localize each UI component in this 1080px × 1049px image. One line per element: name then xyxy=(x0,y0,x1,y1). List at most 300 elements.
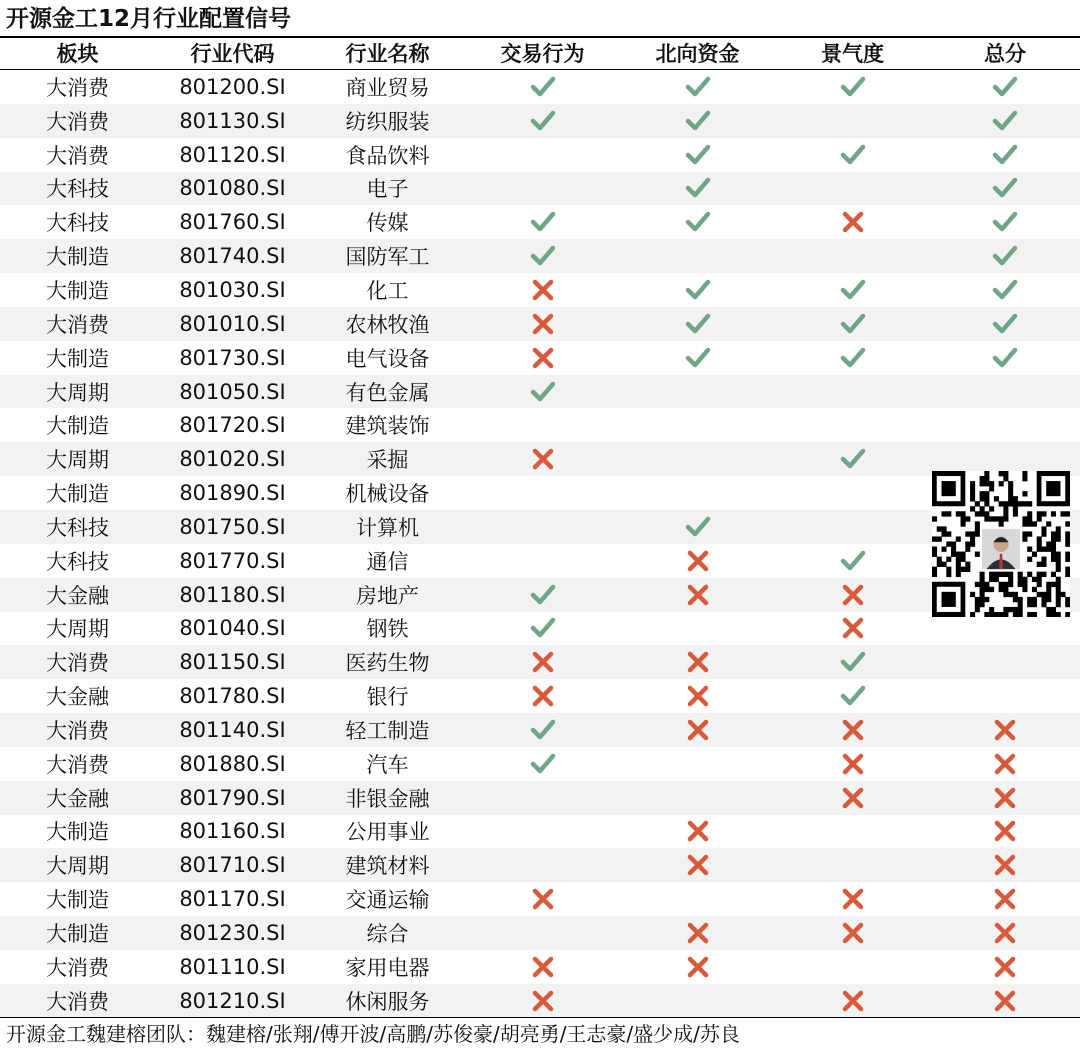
table-row xyxy=(0,848,1080,882)
industry-cell: 建筑材料 xyxy=(310,848,465,882)
check-icon xyxy=(992,243,1018,269)
total-signal-cell xyxy=(930,104,1080,138)
cross-icon xyxy=(685,852,711,878)
cross-icon xyxy=(992,886,1018,912)
north-signal-cell xyxy=(620,544,775,578)
trade-signal-cell xyxy=(465,104,620,138)
north-signal-cell xyxy=(620,408,775,442)
trade-signal-cell xyxy=(465,375,620,409)
code-cell: 801740.SI xyxy=(155,239,310,273)
industry-cell: 银行 xyxy=(310,679,465,713)
north-signal-cell xyxy=(620,341,775,375)
table-row xyxy=(0,578,1080,612)
check-icon xyxy=(530,209,556,235)
check-icon xyxy=(530,751,556,777)
check-icon xyxy=(685,175,711,201)
boom-signal-cell xyxy=(775,578,930,612)
check-icon xyxy=(530,108,556,134)
north-signal-cell xyxy=(620,713,775,747)
cross-icon xyxy=(992,717,1018,743)
industry-cell: 国防军工 xyxy=(310,239,465,273)
code-cell: 801110.SI xyxy=(155,950,310,984)
total-signal-cell xyxy=(930,916,1080,950)
signal-table xyxy=(0,37,1080,1018)
industry-cell: 传媒 xyxy=(310,205,465,239)
cross-icon xyxy=(992,751,1018,777)
north-signal-cell xyxy=(620,138,775,172)
trade-signal-cell xyxy=(465,408,620,442)
cross-icon xyxy=(685,683,711,709)
cross-icon xyxy=(530,683,556,709)
trade-signal-cell xyxy=(465,781,620,815)
code-cell: 801050.SI xyxy=(155,375,310,409)
table-title: 开源金工12月行业配置信号 xyxy=(6,6,292,32)
trade-signal-cell xyxy=(465,138,620,172)
check-icon xyxy=(685,311,711,337)
boom-signal-cell xyxy=(775,544,930,578)
trade-signal-cell xyxy=(465,950,620,984)
total-signal-cell xyxy=(930,172,1080,206)
industry-cell: 交通运输 xyxy=(310,882,465,916)
north-signal-cell xyxy=(620,578,775,612)
industry-cell: 电子 xyxy=(310,172,465,206)
industry-cell: 通信 xyxy=(310,544,465,578)
cross-icon xyxy=(840,615,866,641)
check-icon xyxy=(530,615,556,641)
boom-signal-cell xyxy=(775,781,930,815)
industry-cell: 商业贸易 xyxy=(310,70,465,104)
boom-signal-cell xyxy=(775,815,930,849)
cross-icon xyxy=(530,886,556,912)
table-row xyxy=(0,442,1080,476)
industry-cell: 有色金属 xyxy=(310,375,465,409)
sector-cell: 大制造 xyxy=(0,916,155,950)
boom-signal-cell xyxy=(775,408,930,442)
boom-signal-cell xyxy=(775,476,930,510)
table-row xyxy=(0,612,1080,646)
sector-cell: 大周期 xyxy=(0,442,155,476)
code-cell: 801210.SI xyxy=(155,984,310,1018)
check-icon xyxy=(840,345,866,371)
table-row xyxy=(0,510,1080,544)
boom-signal-cell xyxy=(775,138,930,172)
north-signal-cell xyxy=(620,273,775,307)
trade-signal-cell xyxy=(465,70,620,104)
boom-signal-cell xyxy=(775,375,930,409)
table-row xyxy=(0,679,1080,713)
boom-signal-cell xyxy=(775,882,930,916)
trade-signal-cell xyxy=(465,172,620,206)
cross-icon xyxy=(530,277,556,303)
sector-cell: 大消费 xyxy=(0,307,155,341)
code-cell: 801140.SI xyxy=(155,713,310,747)
north-signal-cell xyxy=(620,645,775,679)
check-icon xyxy=(992,142,1018,168)
check-icon xyxy=(530,379,556,405)
total-signal-cell xyxy=(930,307,1080,341)
table-row xyxy=(0,713,1080,747)
trade-signal-cell xyxy=(465,645,620,679)
industry-cell: 钢铁 xyxy=(310,612,465,646)
trade-signal-cell xyxy=(465,747,620,781)
col-header-code: 行业代码 xyxy=(155,37,310,70)
sector-cell: 大消费 xyxy=(0,70,155,104)
north-signal-cell xyxy=(620,510,775,544)
total-signal-cell xyxy=(930,984,1080,1018)
industry-cell: 家用电器 xyxy=(310,950,465,984)
industry-cell: 医药生物 xyxy=(310,645,465,679)
total-signal-cell xyxy=(930,645,1080,679)
table-row xyxy=(0,138,1080,172)
trade-signal-cell xyxy=(465,578,620,612)
industry-cell: 计算机 xyxy=(310,510,465,544)
industry-cell: 采掘 xyxy=(310,442,465,476)
boom-signal-cell xyxy=(775,239,930,273)
industry-cell: 纺织服装 xyxy=(310,104,465,138)
boom-signal-cell xyxy=(775,747,930,781)
north-signal-cell xyxy=(620,375,775,409)
trade-signal-cell xyxy=(465,510,620,544)
total-signal-cell xyxy=(930,781,1080,815)
table-row xyxy=(0,239,1080,273)
sector-cell: 大周期 xyxy=(0,375,155,409)
boom-signal-cell xyxy=(775,984,930,1018)
cross-icon xyxy=(840,988,866,1014)
cross-icon xyxy=(840,717,866,743)
code-cell: 801770.SI xyxy=(155,544,310,578)
code-cell: 801170.SI xyxy=(155,882,310,916)
qr-code-image xyxy=(932,471,1070,617)
north-signal-cell xyxy=(620,882,775,916)
total-signal-cell xyxy=(930,205,1080,239)
sector-cell: 大科技 xyxy=(0,172,155,206)
industry-cell: 综合 xyxy=(310,916,465,950)
north-signal-cell xyxy=(620,916,775,950)
sector-cell: 大消费 xyxy=(0,138,155,172)
industry-cell: 房地产 xyxy=(310,578,465,612)
cross-icon xyxy=(685,954,711,980)
north-signal-cell xyxy=(620,172,775,206)
trade-signal-cell xyxy=(465,476,620,510)
total-signal-cell xyxy=(930,747,1080,781)
cross-icon xyxy=(992,818,1018,844)
north-signal-cell xyxy=(620,679,775,713)
trade-signal-cell xyxy=(465,273,620,307)
trade-signal-cell xyxy=(465,848,620,882)
north-signal-cell xyxy=(620,781,775,815)
col-header-boom: 景气度 xyxy=(775,37,930,70)
check-icon xyxy=(530,74,556,100)
north-signal-cell xyxy=(620,70,775,104)
industry-cell: 食品饮料 xyxy=(310,138,465,172)
table-row xyxy=(0,645,1080,679)
north-signal-cell xyxy=(620,848,775,882)
table-row xyxy=(0,205,1080,239)
sector-cell: 大消费 xyxy=(0,984,155,1018)
cross-icon xyxy=(992,988,1018,1014)
check-icon xyxy=(685,345,711,371)
check-icon xyxy=(992,277,1018,303)
industry-cell: 轻工制造 xyxy=(310,713,465,747)
cross-icon xyxy=(530,649,556,675)
sector-cell: 大制造 xyxy=(0,815,155,849)
table-row xyxy=(0,815,1080,849)
north-signal-cell xyxy=(620,984,775,1018)
sector-cell: 大消费 xyxy=(0,713,155,747)
check-icon xyxy=(992,209,1018,235)
check-icon xyxy=(840,683,866,709)
industry-cell: 农林牧渔 xyxy=(310,307,465,341)
sector-cell: 大制造 xyxy=(0,341,155,375)
north-signal-cell xyxy=(620,747,775,781)
sector-cell: 大科技 xyxy=(0,205,155,239)
code-cell: 801890.SI xyxy=(155,476,310,510)
trade-signal-cell xyxy=(465,815,620,849)
north-signal-cell xyxy=(620,442,775,476)
code-cell: 801230.SI xyxy=(155,916,310,950)
code-cell: 801120.SI xyxy=(155,138,310,172)
code-cell: 801790.SI xyxy=(155,781,310,815)
cross-icon xyxy=(685,920,711,946)
industry-cell: 休闲服务 xyxy=(310,984,465,1018)
trade-signal-cell xyxy=(465,612,620,646)
cross-icon xyxy=(530,311,556,337)
trade-signal-cell xyxy=(465,205,620,239)
north-signal-cell xyxy=(620,104,775,138)
check-icon xyxy=(840,277,866,303)
sector-cell: 大制造 xyxy=(0,408,155,442)
trade-signal-cell xyxy=(465,307,620,341)
check-icon xyxy=(530,717,556,743)
sector-cell: 大金融 xyxy=(0,781,155,815)
cross-icon xyxy=(992,954,1018,980)
boom-signal-cell xyxy=(775,612,930,646)
header-row xyxy=(0,37,1080,70)
table-row xyxy=(0,476,1080,510)
boom-signal-cell xyxy=(775,70,930,104)
trade-signal-cell xyxy=(465,544,620,578)
check-icon xyxy=(685,74,711,100)
trade-signal-cell xyxy=(465,679,620,713)
code-cell: 801880.SI xyxy=(155,747,310,781)
code-cell: 801130.SI xyxy=(155,104,310,138)
boom-signal-cell xyxy=(775,713,930,747)
boom-signal-cell xyxy=(775,645,930,679)
table-body xyxy=(0,70,1080,1018)
check-icon xyxy=(685,108,711,134)
cross-icon xyxy=(530,446,556,472)
code-cell: 801730.SI xyxy=(155,341,310,375)
boom-signal-cell xyxy=(775,205,930,239)
total-signal-cell xyxy=(930,138,1080,172)
sector-cell: 大科技 xyxy=(0,510,155,544)
check-icon xyxy=(840,548,866,574)
sector-cell: 大科技 xyxy=(0,544,155,578)
table-row xyxy=(0,307,1080,341)
trade-signal-cell xyxy=(465,341,620,375)
cross-icon xyxy=(840,582,866,608)
total-signal-cell xyxy=(930,882,1080,916)
code-cell: 801150.SI xyxy=(155,645,310,679)
north-signal-cell xyxy=(620,612,775,646)
table-row xyxy=(0,172,1080,206)
boom-signal-cell xyxy=(775,442,930,476)
total-signal-cell xyxy=(930,70,1080,104)
check-icon xyxy=(840,142,866,168)
boom-signal-cell xyxy=(775,848,930,882)
check-icon xyxy=(840,74,866,100)
table-row xyxy=(0,781,1080,815)
cross-icon xyxy=(840,920,866,946)
cross-icon xyxy=(992,920,1018,946)
code-cell: 801180.SI xyxy=(155,578,310,612)
col-header-north: 北向资金 xyxy=(620,37,775,70)
footer-credits: 开源金工魏建榕团队：魏建榕/张翔/傅开波/高鹏/苏俊豪/胡亮勇/王志豪/盛少成/苏良 xyxy=(6,1022,740,1046)
sector-cell: 大制造 xyxy=(0,239,155,273)
check-icon xyxy=(992,108,1018,134)
trade-signal-cell xyxy=(465,239,620,273)
code-cell: 801080.SI xyxy=(155,172,310,206)
cross-icon xyxy=(685,818,711,844)
table-row xyxy=(0,984,1080,1018)
boom-signal-cell xyxy=(775,341,930,375)
trade-signal-cell xyxy=(465,984,620,1018)
north-signal-cell xyxy=(620,476,775,510)
boom-signal-cell xyxy=(775,916,930,950)
code-cell: 801780.SI xyxy=(155,679,310,713)
table-row xyxy=(0,950,1080,984)
cross-icon xyxy=(840,886,866,912)
sector-cell: 大消费 xyxy=(0,950,155,984)
cross-icon xyxy=(685,649,711,675)
code-cell: 801710.SI xyxy=(155,848,310,882)
table-row xyxy=(0,70,1080,104)
sector-cell: 大周期 xyxy=(0,848,155,882)
total-signal-cell xyxy=(930,950,1080,984)
boom-signal-cell xyxy=(775,950,930,984)
check-icon xyxy=(992,175,1018,201)
check-icon xyxy=(992,74,1018,100)
boom-signal-cell xyxy=(775,307,930,341)
sector-cell: 大消费 xyxy=(0,645,155,679)
industry-cell: 汽车 xyxy=(310,747,465,781)
sector-cell: 大消费 xyxy=(0,104,155,138)
bottom-divider xyxy=(0,1017,1080,1018)
boom-signal-cell xyxy=(775,510,930,544)
trade-signal-cell xyxy=(465,916,620,950)
industry-cell: 机械设备 xyxy=(310,476,465,510)
north-signal-cell xyxy=(620,950,775,984)
industry-cell: 建筑装饰 xyxy=(310,408,465,442)
sector-cell: 大制造 xyxy=(0,882,155,916)
cross-icon xyxy=(530,345,556,371)
sector-cell: 大制造 xyxy=(0,273,155,307)
code-cell: 801720.SI xyxy=(155,408,310,442)
trade-signal-cell xyxy=(465,442,620,476)
cross-icon xyxy=(840,209,866,235)
cross-icon xyxy=(992,852,1018,878)
check-icon xyxy=(992,311,1018,337)
industry-cell: 非银金融 xyxy=(310,781,465,815)
code-cell: 801010.SI xyxy=(155,307,310,341)
code-cell: 801020.SI xyxy=(155,442,310,476)
check-icon xyxy=(840,649,866,675)
cross-icon xyxy=(685,548,711,574)
table-row xyxy=(0,747,1080,781)
check-icon xyxy=(992,345,1018,371)
table-row xyxy=(0,104,1080,138)
industry-cell: 电气设备 xyxy=(310,341,465,375)
sector-cell: 大周期 xyxy=(0,612,155,646)
boom-signal-cell xyxy=(775,172,930,206)
code-cell: 801040.SI xyxy=(155,612,310,646)
boom-signal-cell xyxy=(775,273,930,307)
cross-icon xyxy=(840,751,866,777)
col-header-trade: 交易行为 xyxy=(465,37,620,70)
industry-cell: 公用事业 xyxy=(310,815,465,849)
check-icon xyxy=(530,243,556,269)
sector-cell: 大制造 xyxy=(0,476,155,510)
cross-icon xyxy=(530,988,556,1014)
north-signal-cell xyxy=(620,307,775,341)
check-icon xyxy=(840,311,866,337)
check-icon xyxy=(685,142,711,168)
code-cell: 801750.SI xyxy=(155,510,310,544)
table-row xyxy=(0,375,1080,409)
table-row xyxy=(0,882,1080,916)
col-header-total: 总分 xyxy=(930,37,1080,70)
col-header-industry: 行业名称 xyxy=(310,37,465,70)
check-icon xyxy=(685,277,711,303)
code-cell: 801160.SI xyxy=(155,815,310,849)
table-row xyxy=(0,273,1080,307)
total-signal-cell xyxy=(930,273,1080,307)
north-signal-cell xyxy=(620,815,775,849)
total-signal-cell xyxy=(930,848,1080,882)
total-signal-cell xyxy=(930,815,1080,849)
col-header-sector: 板块 xyxy=(0,37,155,70)
total-signal-cell xyxy=(930,375,1080,409)
cross-icon xyxy=(685,717,711,743)
code-cell: 801760.SI xyxy=(155,205,310,239)
industry-cell: 化工 xyxy=(310,273,465,307)
table-row xyxy=(0,916,1080,950)
total-signal-cell xyxy=(930,713,1080,747)
code-cell: 801200.SI xyxy=(155,70,310,104)
total-signal-cell xyxy=(930,679,1080,713)
trade-signal-cell xyxy=(465,882,620,916)
code-cell: 801030.SI xyxy=(155,273,310,307)
total-signal-cell xyxy=(930,341,1080,375)
boom-signal-cell xyxy=(775,679,930,713)
table-row xyxy=(0,544,1080,578)
north-signal-cell xyxy=(620,239,775,273)
table-row xyxy=(0,341,1080,375)
cross-icon xyxy=(840,785,866,811)
sector-cell: 大金融 xyxy=(0,578,155,612)
check-icon xyxy=(840,446,866,472)
check-icon xyxy=(685,514,711,540)
cross-icon xyxy=(685,582,711,608)
north-signal-cell xyxy=(620,205,775,239)
total-signal-cell xyxy=(930,408,1080,442)
boom-signal-cell xyxy=(775,104,930,138)
table-row xyxy=(0,408,1080,442)
check-icon xyxy=(530,582,556,608)
trade-signal-cell xyxy=(465,713,620,747)
cross-icon xyxy=(992,785,1018,811)
total-signal-cell xyxy=(930,239,1080,273)
